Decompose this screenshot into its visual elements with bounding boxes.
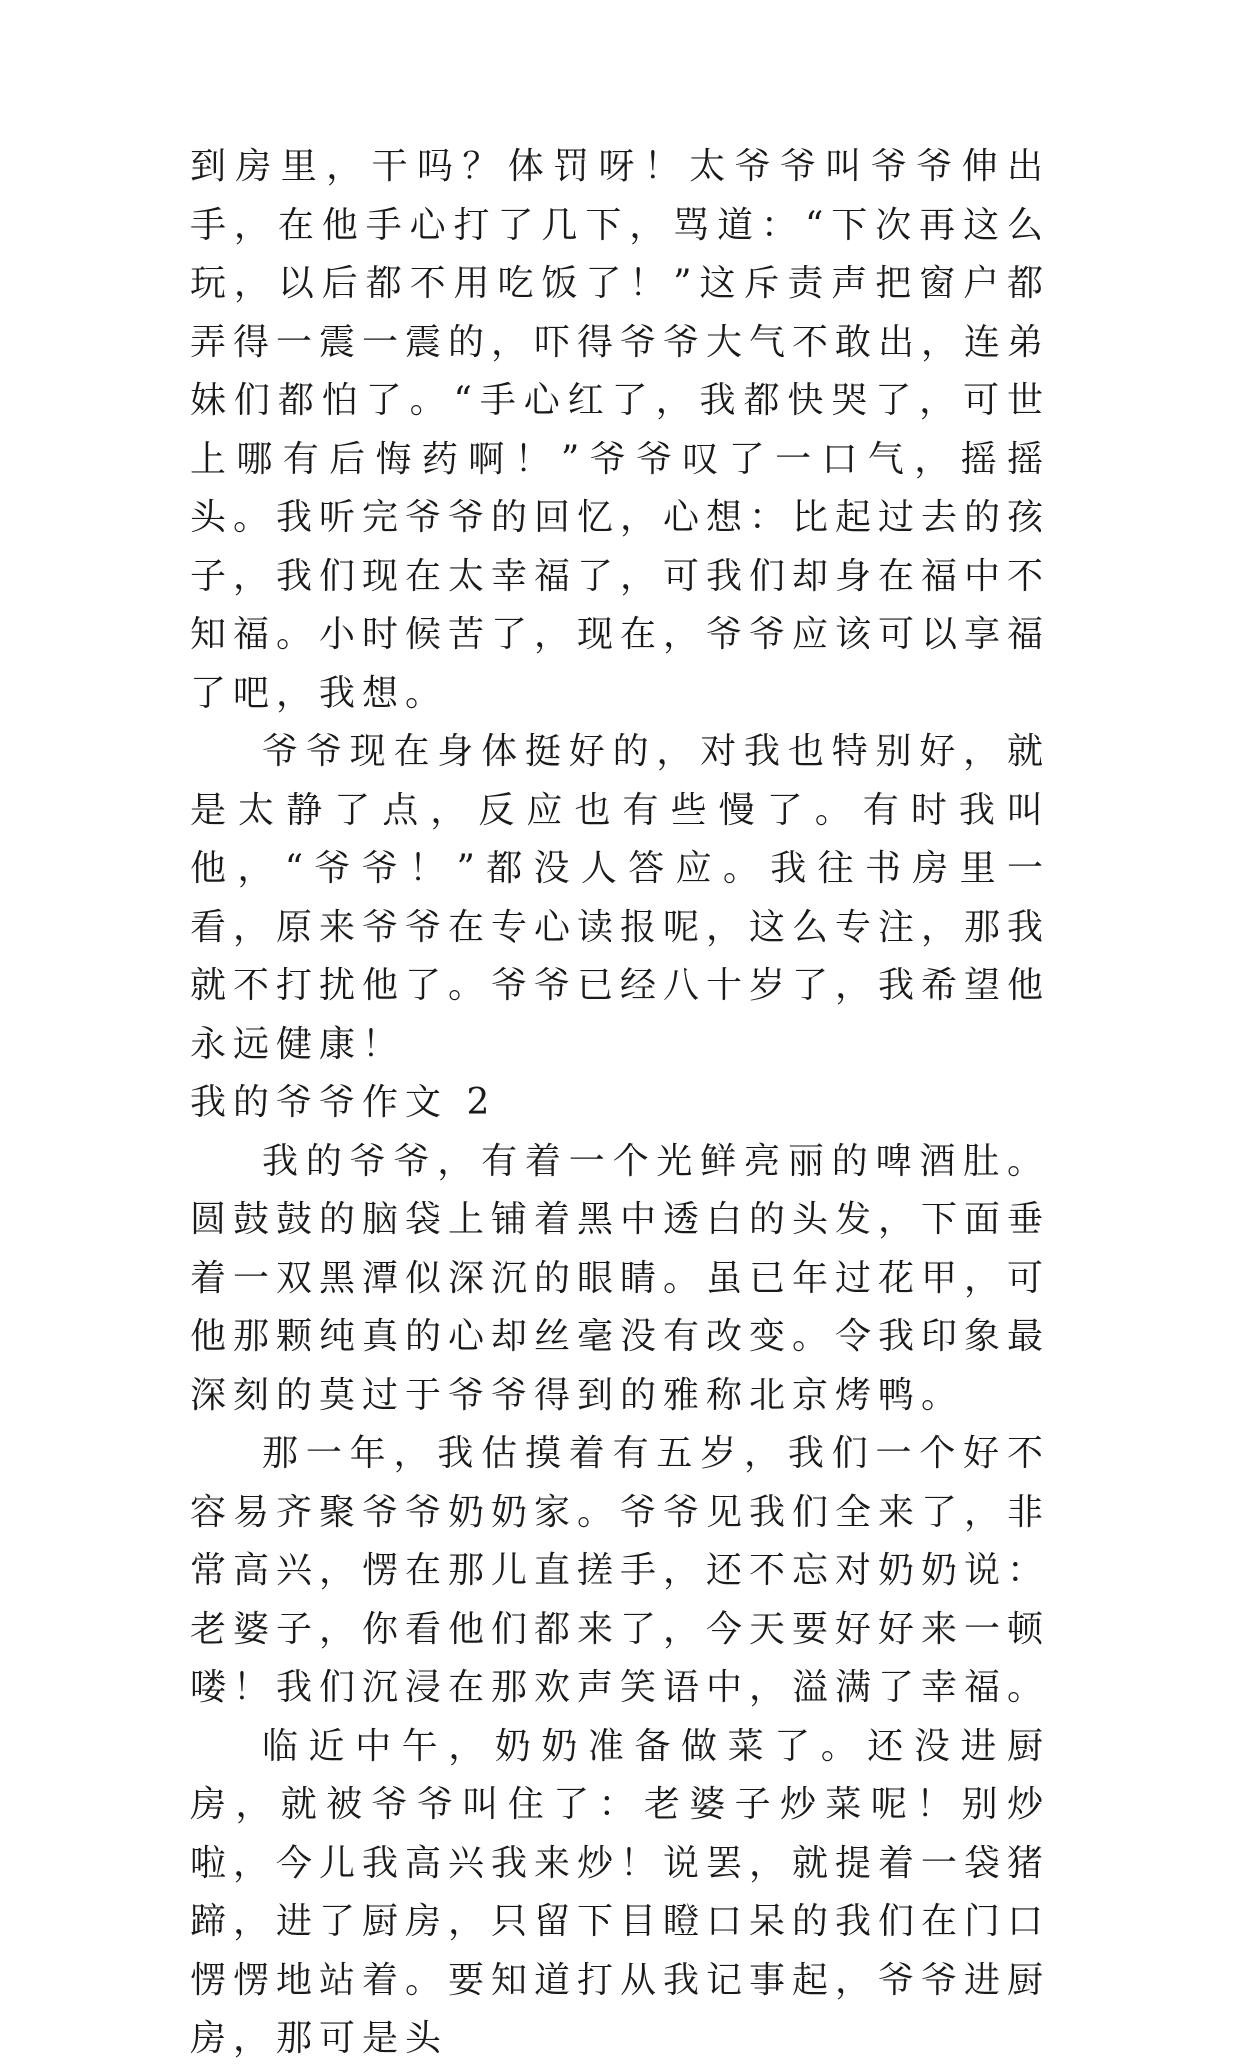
paragraph: 那一年，我估摸着有五岁，我们一个好不容易齐聚爷爷奶奶家。爷爷见我们全来了，非常高兴，愣在那儿直搓手，还不忘对奶奶说：老婆子，你看他们都来了，今天要好好来一顿喽！我们沉浸在那欢声笑语中，溢满了幸福。 (190, 1433, 1051, 1708)
section-heading: 我的爷爷作文 2 (190, 1082, 497, 1123)
document-body (190, 138, 1050, 2069)
paragraph: 我的爷爷，有着一个光鲜亮丽的啤酒肚。圆鼓鼓的脑袋上铺着黑中透白的头发，下面垂着一双黑潭似深沉的眼睛。虽已年过花甲，可他那颗纯真的心却丝毫没有改变。令我印象最深刻的莫过于爷爷得到的雅称北京烤鸭。 (190, 1140, 1051, 1416)
paragraph-continuation: 到房里，干吗？体罚呀！太爷爷叫爷爷伸出手，在他手心打了几下，骂道：“下次再这么玩，以后都不用吃饭了！”这斥责声把窗户都弄得一震一震的，吓得爷爷大气不敢出，连弟妹们都怕了。“手心红了，我都快哭了，可世上哪有后悔药啊！”爷爷叹了一口气，摇摇头。我听完爷爷的回忆，心想：比起过去的孩子，我们现在太幸福了，可我们却身在福中不知福。小时候苦了，现在，爷爷应该可以享福了吧，我想。 (190, 146, 1051, 714)
paragraph: 爷爷现在身体挺好的，对我也特别好，就是太静了点，反应也有些慢了。有时我叫他，“爷爷！”都没人答应。我往书房里一看，原来爷爷在专心读报呢，这么专注，那我就不打扰他了。爷爷已经八十岁了，我希望他永远健康！ (190, 731, 1051, 1065)
paragraph: 临近中午，奶奶准备做菜了。还没进厨房，就被爷爷叫住了：老婆子炒菜呢！别炒啦，今儿我高兴我来炒！说罢，就提着一袋猪蹄，进了厨房，只留下目瞪口呆的我们在门口愣愣地站着。要知道打从我记事起，爷爷进厨房，那可是头 (190, 1725, 1051, 2059)
